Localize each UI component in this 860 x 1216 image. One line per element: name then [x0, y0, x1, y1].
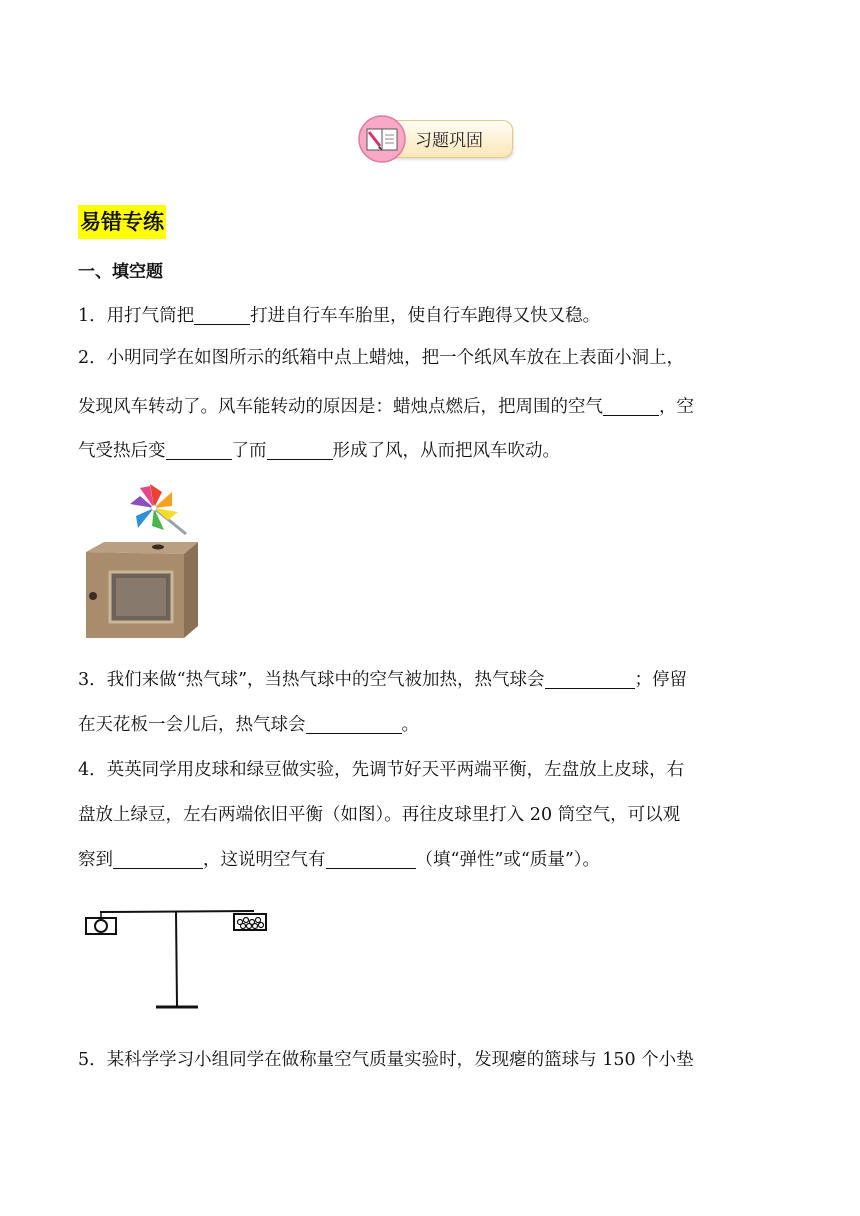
question-1 — [78, 302, 600, 327]
cardboard-box — [86, 542, 198, 638]
question-4-line-3 — [78, 846, 600, 871]
q4-blank-2[interactable] — [326, 848, 416, 869]
q4-text-3b: ，这说明空气有 — [203, 850, 326, 870]
question-2-line-1: 2．小明同学在如图所示的纸箱中点上蜡烛，把一个纸风车放在上表面小洞上， — [78, 348, 685, 368]
q1-text-a: 1．用打气筒把 — [78, 306, 195, 326]
q4-text-3c: （填“弹性”或“质量”）。 — [415, 850, 601, 870]
q1-blank[interactable] — [194, 304, 250, 325]
q3-text-1a: 3．我们来做“热气球”，当热气球中的空气被加热，热气球会 — [78, 670, 545, 690]
box-pinwheel-figure — [80, 478, 200, 642]
question-5-line-1: 5．某科学学习小组同学在做称量空气质量实验时，发现瘪的篮球与 150 个小垫 — [78, 1050, 694, 1070]
q3-blank-2[interactable] — [306, 713, 402, 734]
pinwheel-icon — [130, 484, 186, 534]
question-3-line-2 — [78, 711, 419, 736]
q2-text-3c: 形成了风，从而把风车吹动。 — [332, 441, 560, 461]
q3-text-2b: 。 — [401, 715, 419, 735]
q2-blank-1[interactable] — [603, 395, 659, 416]
question-2-line-3 — [78, 437, 560, 462]
question-2-line-2 — [78, 393, 694, 418]
question-3-line-1 — [78, 666, 687, 691]
q1-text-b: 打进自行车车胎里，使自行车跑得又快又稳。 — [250, 306, 601, 326]
q2-text-2a: 发现风车转动了。风车能转动的原因是：蜡烛点燃后，把周围的空气 — [78, 397, 603, 417]
bean-pan — [234, 914, 266, 930]
question-4-line-2: 盘放上绿豆，左右两端依旧平衡（如图）。再往皮球里打入 20 筒空气，可以观 — [78, 805, 681, 825]
ball-pan — [86, 912, 116, 934]
q4-blank-1[interactable] — [113, 848, 203, 869]
q3-text-1b: ；停留 — [634, 670, 688, 690]
section-subtitle: 一、填空题 — [78, 262, 163, 282]
q2-blank-2[interactable] — [166, 439, 232, 460]
q2-text-2b: ，空 — [659, 397, 694, 417]
q4-text-3a: 察到 — [78, 850, 113, 870]
badge-label: 习题巩固 — [415, 131, 483, 151]
q2-text-3a: 气受热后变 — [78, 441, 166, 461]
section-badge — [357, 114, 513, 164]
q2-text-3b: 了而 — [231, 441, 267, 461]
question-4-line-1: 4．英英同学用皮球和绿豆做实验，先调节好天平两端平衡，左盘放上皮球，右 — [78, 760, 685, 780]
q2-blank-3[interactable] — [267, 439, 333, 460]
q3-text-2a: 在天花板一会儿后，热气球会 — [78, 715, 306, 735]
notebook-pen-icon — [357, 114, 409, 166]
section-title: 易错专练 — [78, 205, 166, 239]
q3-blank-1[interactable] — [545, 668, 635, 689]
balance-figure — [82, 900, 272, 1018]
